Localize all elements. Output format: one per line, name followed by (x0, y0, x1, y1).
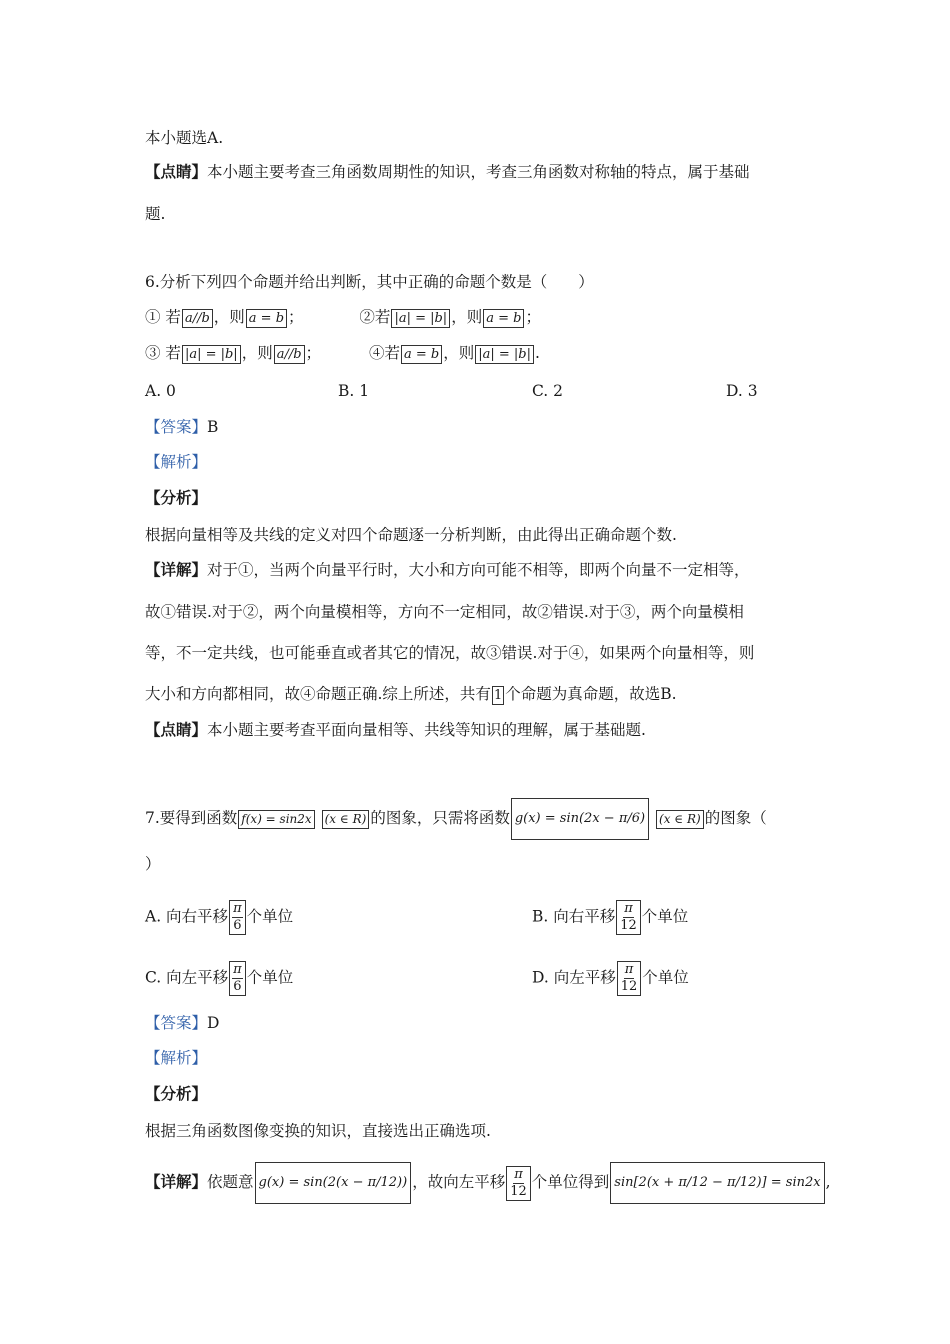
prev-comment-line-1: 【点睛】本小题主要考查三角函数周期性的知识，考查三角函数对称轴的特点，属于基础 (145, 162, 750, 181)
fraction-box: $\frac{\pi}{12}$ (616, 900, 641, 935)
q6-option-b: B. 1 (338, 382, 370, 400)
q7-stem-line-2: ） (145, 855, 161, 873)
math-box: sin[2(x + π/12 − π/12)] = sin2x (610, 1162, 824, 1204)
fraction-box: $\frac{\pi}{6}$ (229, 900, 246, 935)
math-box: a//b (274, 345, 305, 364)
q6-analysis-tag: 【解析】 (145, 453, 208, 471)
q6-detail-line-4: 大小和方向都相同，故④命题正确.综上所述，共有 1 个命题为真命题，故选B. (145, 685, 677, 703)
math-box: a = b (483, 309, 524, 328)
math-box: a//b (182, 309, 213, 328)
math-box: |a| = |b| (391, 309, 450, 328)
prev-choice-line: 本小题选A. (145, 129, 224, 147)
comment-tag: 【点睛】 (145, 162, 208, 181)
q6-fenxi: 根据向量相等及共线的定义对四个命题逐一分析判断，由此得出正确命题个数. (145, 526, 677, 544)
q7-option-a: A. 向右平移 $\frac{\pi}{6}$ 个单位 (145, 901, 294, 933)
fraction-box: $\frac{\pi}{12}$ (617, 961, 642, 996)
q7-option-d: D. 向左平移 $\frac{\pi}{12}$ 个单位 (532, 962, 689, 994)
q6-props-line-2: ③ 若 |a| = |b| ，则 a//b ； ④若 a = b ，则 |a| = |b| . (145, 344, 540, 362)
q6-option-a: A. 0 (145, 382, 176, 400)
q7-option-c: C. 向左平移 $\frac{\pi}{6}$ 个单位 (145, 962, 294, 994)
q7-analysis-tag: 【解析】 (145, 1049, 208, 1067)
q7-fenxi-tag: 【分析】 (145, 1084, 208, 1103)
math-box: f(x) = sin2x (238, 810, 314, 829)
prev-comment-line-2: 题. (145, 205, 166, 223)
q7-detail-line: 【详解】依题意 g(x) = sin(2(x − π/12)) ，故向左平移 $\frac{\pi}{12}$ 个单位得到 sin[2(x + π/12 − π/12)] = sin2x , (145, 1162, 831, 1204)
q6-answer: 【答案】B (145, 418, 219, 436)
q6-stem: 6.分析下列四个命题并给出判断，其中正确的命题个数是（ ） (145, 273, 594, 291)
q6-detail-line-3: 等，不一定共线，也可能垂直或者其它的情况，故③错误.对于④，如果两个向量相等，则 (145, 644, 755, 662)
math-box: 1 (493, 687, 503, 703)
q6-detail-line-1: 【详解】对于①，当两个向量平行时，大小和方向可能不相等，即两个向量不一定相等， (145, 560, 750, 579)
q6-detail-line-2: 故①错误.对于②，两个向量模相等，方向不一定相同，故②错误.对于③，两个向量模相 (145, 603, 744, 621)
q7-answer: 【答案】D (145, 1014, 220, 1032)
math-box: (x ∈ R) (656, 810, 704, 829)
math-box: g(x) = sin(2(x − π/12)) (255, 1162, 412, 1204)
q7-stem-line-1: 7.要得到函数 f(x) = sin2x (x ∈ R) 的图象，只需将函数 g(x) = sin(2x − π/6) (x ∈ R) 的图象（ (145, 798, 767, 840)
q6-comment: 【点睛】本小题主要考查平面向量相等、共线等知识的理解，属于基础题. (145, 720, 646, 739)
math-box: g(x) = sin(2x − π/6) (511, 798, 649, 840)
q6-fenxi-tag: 【分析】 (145, 488, 208, 507)
math-box: (x ∈ R) (322, 810, 370, 829)
q6-option-c: C. 2 (532, 382, 564, 400)
math-box: |a| = |b| (475, 345, 534, 364)
q7-fenxi: 根据三角函数图像变换的知识，直接选出正确选项. (145, 1122, 491, 1140)
q7-option-b: B. 向右平移 $\frac{\pi}{12}$ 个单位 (532, 901, 689, 933)
fraction-box: $\frac{\pi}{6}$ (229, 961, 246, 996)
fraction-box: $\frac{\pi}{12}$ (506, 1166, 531, 1201)
q6-props-line-1: ① 若 a//b ，则 a = b ； ②若 |a| = |b| ，则 a = b ； (145, 308, 541, 326)
math-box: a = b (401, 345, 442, 364)
math-box: |a| = |b| (182, 345, 241, 364)
q6-option-d: D. 3 (726, 382, 758, 400)
math-box: a = b (246, 309, 287, 328)
